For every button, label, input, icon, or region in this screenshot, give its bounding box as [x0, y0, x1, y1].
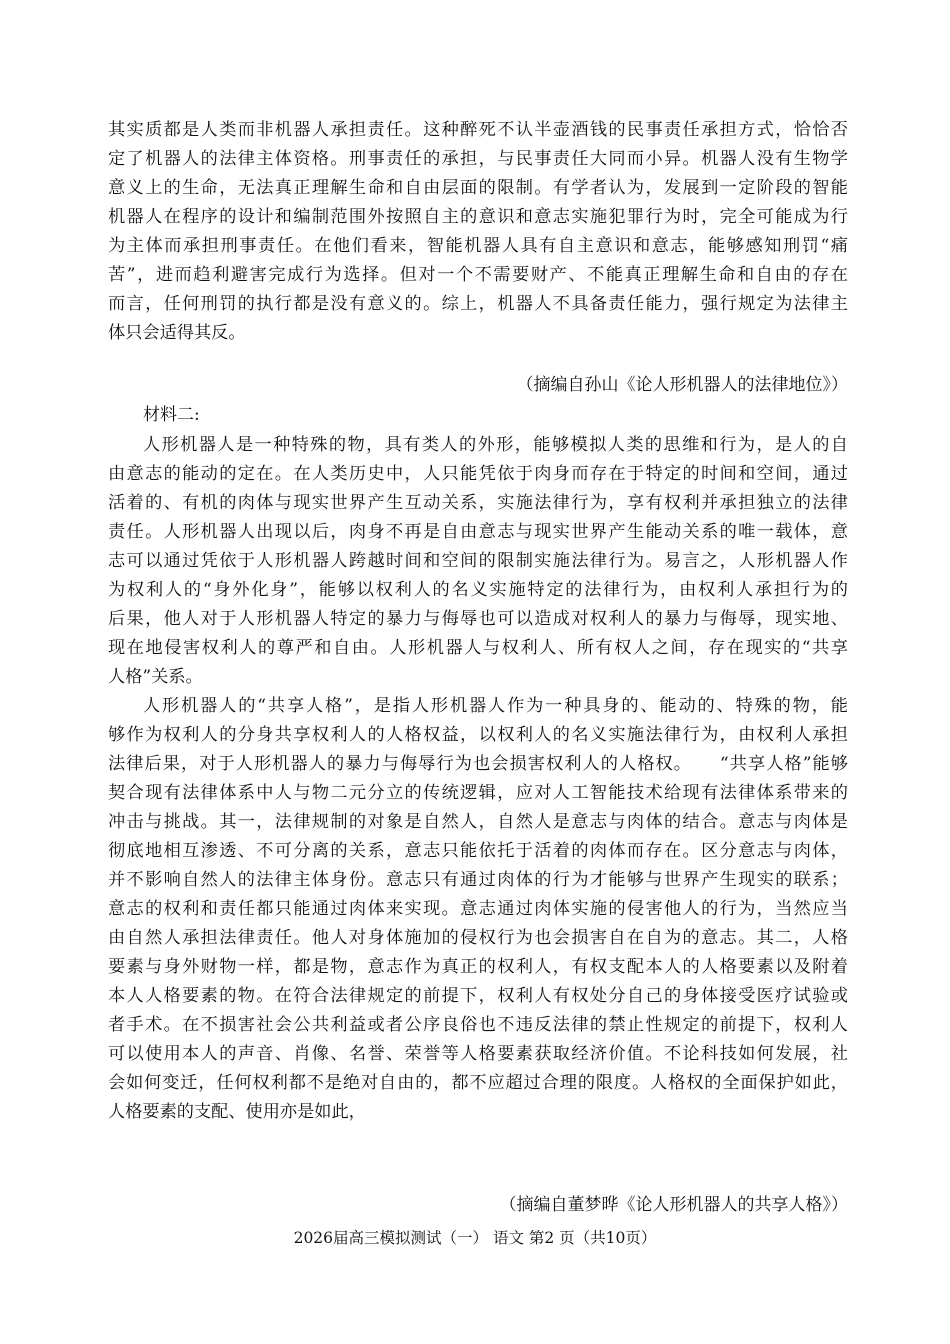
- text-line: 责任。人形机器人出现以后，肉身不再是自由意志与现实世界产生能动关系的唯一载体，意: [108, 522, 848, 542]
- text-line: 体只会适得其反。: [108, 323, 246, 343]
- text-line: 苦”，进而趋利避害完成行为选择。但对一个不需要财产、不能真正理解生命和自由的存在: [108, 265, 848, 285]
- text-line: 人格”关系。: [108, 667, 203, 687]
- text-line: 意义上的生命，无法真正理解生命和自由层面的限制。有学者认为，发展到一定阶段的智能: [108, 178, 848, 198]
- material2-label: 材料二:: [143, 405, 200, 425]
- material1-paragraph: [108, 116, 848, 348]
- text-line: 意志的权利和责任都只能通过肉体来实现。意志通过肉体实施的侵害他人的行为，当然应当: [108, 899, 848, 919]
- text-line: 志可以通过凭依于人形机器人跨越时间和空间的限制实施法律行为。易言之，人形机器人作: [108, 551, 848, 571]
- material2-paragraph-1: [108, 431, 848, 692]
- text-line: 会如何变迁，任何权利都不是绝对自由的，都不应超过合理的限度。人格权的全面保护如此，: [108, 1073, 848, 1093]
- text-line: 由自然人承担法律责任。他人对身体施加的侵权行为也会损害自在自为的意志。其二，人格: [108, 928, 848, 948]
- text-line: 冲击与挑战。其一，法律规制的对象是自然人，自然人是意志与肉体的结合。意志与肉体是: [108, 812, 848, 832]
- page-footer: 2026届高三模拟测试（一） 语文 第2 页（共10页）: [293, 1229, 657, 1247]
- text-line: 为主体而承担刑事责任。在他们看来，智能机器人具有自主意识和意志，能够感知刑罚“痛: [108, 236, 848, 256]
- text-line: 人格要素的支配、使用亦是如此，: [108, 1102, 366, 1122]
- text-line: 法律后果，对于人形机器人的暴力与侮辱行为也会损害权利人的人格权。 “共享人格”能够: [108, 754, 848, 774]
- material2-paragraph-2: [108, 692, 848, 1127]
- text-line: 机器人在程序的设计和编制范围外按照自主的意识和意志实施犯罪行为时，完全可能成为行: [108, 207, 848, 227]
- text-line: 其实质都是人类而非机器人承担责任。这种醉死不认半壶酒钱的民事责任承担方式，恰恰否: [108, 120, 848, 140]
- text-line: 可以使用本人的声音、肖像、名誉、荣誉等人格要素获取经济价值。不论科技如何发展，社: [108, 1044, 848, 1064]
- text-line: 活着的、有机的肉体与现实世界产生互动关系，实施法律行为，享有权利并承担独立的法律: [108, 493, 848, 513]
- text-line: 后果，他人对于人形机器人特定的暴力与侮辱也可以造成对权利人的暴力与侮辱，现实地、: [108, 609, 848, 629]
- text-line: 人形机器人的“共享人格”，是指人形机器人作为一种具身的、能动的、特殊的物，能: [143, 696, 848, 716]
- text-line: 由意志的能动的定在。在人类历史中，人只能凭依于肉身而存在于特定的时间和空间，通过: [108, 464, 848, 484]
- text-line: 彻底地相互渗透、不可分离的关系，意志只能依托于活着的肉体而存在。区分意志与肉体，: [108, 841, 848, 861]
- text-line: 并不影响自然人的法律主体身份。意志只有通过肉体的行为才能够与世界产生现实的联系；: [108, 870, 848, 890]
- text-line: 为权利人的“身外化身”，能够以权利人的名义实施特定的法律行为，由权利人承担行为的: [108, 580, 848, 600]
- material1-source: （摘编自孙山《论人形机器人的法律地位》）: [516, 375, 848, 395]
- text-line: 定了机器人的法律主体资格。刑事责任的承担，与民事责任大同而小异。机器人没有生物学: [108, 149, 848, 169]
- text-line: 而言，任何刑罚的执行都是没有意义的。综上，机器人不具备责任能力，强行规定为法律主: [108, 294, 848, 314]
- text-line: 者手术。在不损害社会公共利益或者公序良俗也不违反法律的禁止性规定的前提下，权利人: [108, 1015, 848, 1035]
- text-line: 本人人格要素的物。在符合法律规定的前提下，权利人有权处分自己的身体接受医疗试验或: [108, 986, 848, 1006]
- material2-source: （摘编自董梦晔《论人形机器人的共享人格》）: [499, 1195, 848, 1215]
- text-line: 人形机器人是一种特殊的物，具有类人的外形，能够模拟人类的思维和行为，是人的自: [143, 435, 848, 455]
- text-line: 要素与身外财物一样，都是物，意志作为真正的权利人，有权支配本人的人格要素以及附着: [108, 957, 848, 977]
- text-line: 契合现有法律体系中人与物二元分立的传统逻辑，应对人工智能技术给现有法律体系带来的: [108, 783, 848, 803]
- text-line: 够作为权利人的分身共享权利人的人格权益，以权利人的名义实施法律行为，由权利人承担: [108, 725, 848, 745]
- text-line: 现在地侵害权利人的尊严和自由。人形机器人与权利人、所有权人之间，存在现实的“共享: [108, 638, 848, 658]
